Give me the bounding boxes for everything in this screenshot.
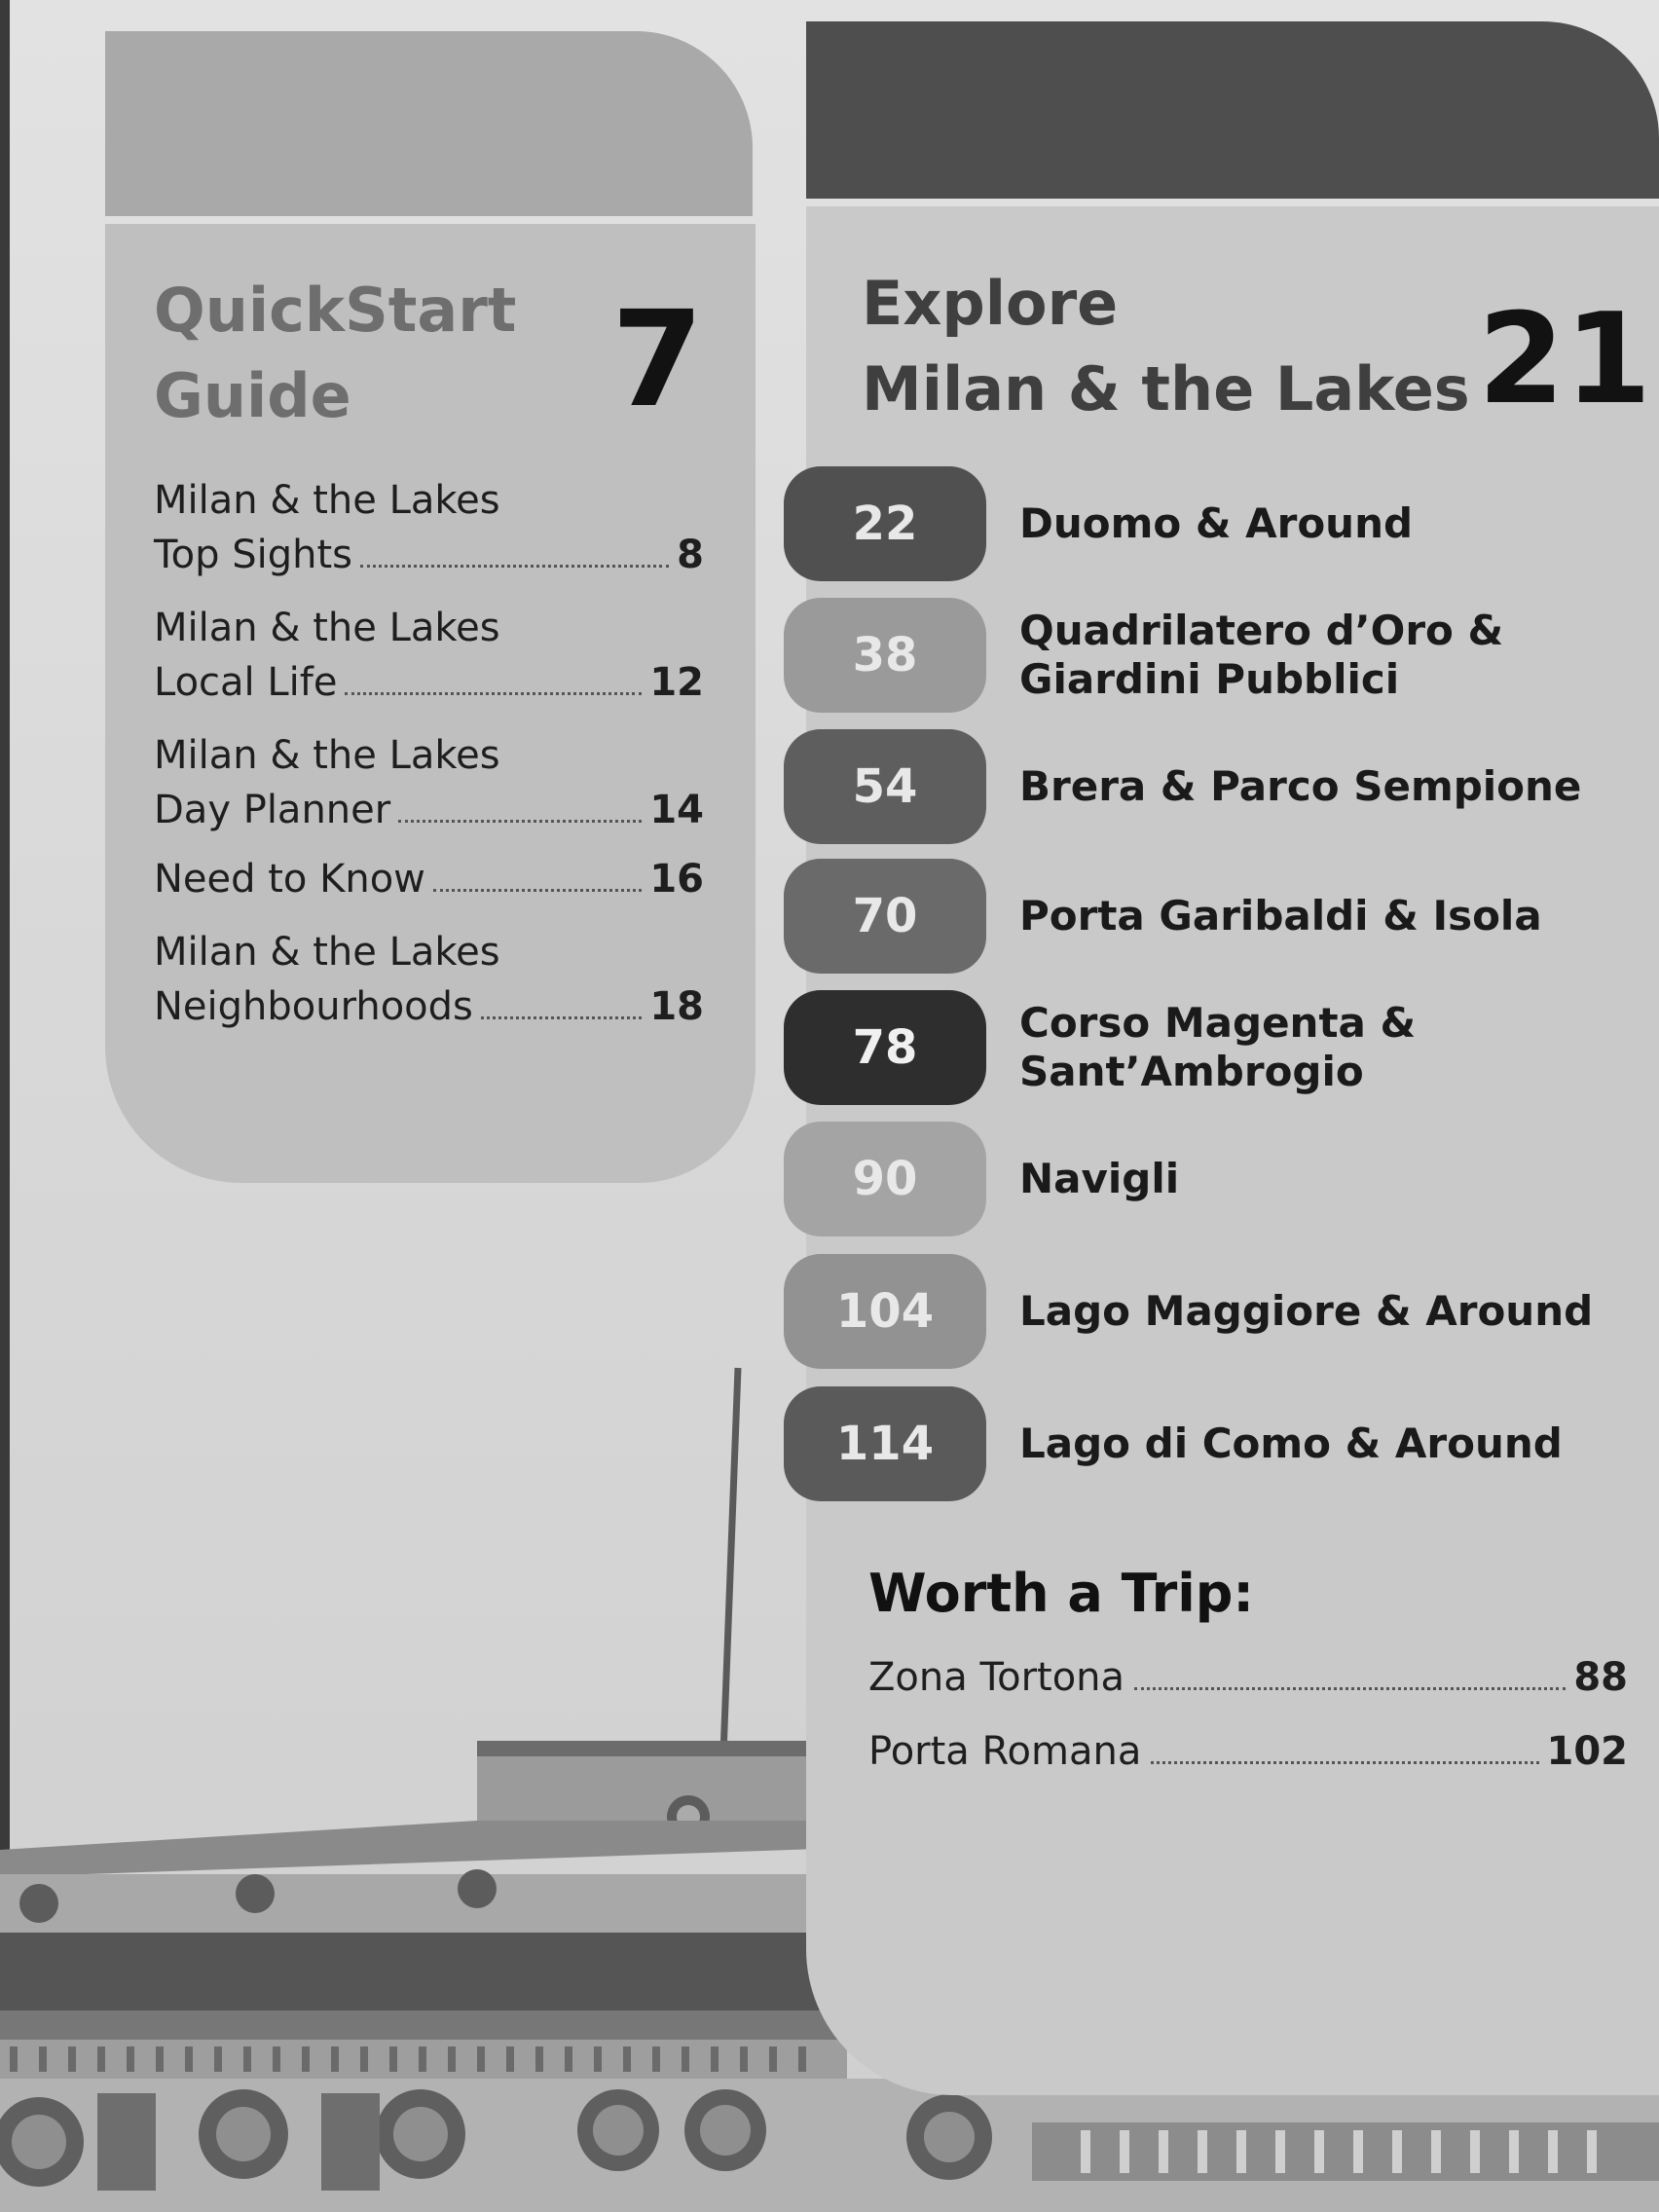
dot-leader [398, 820, 642, 823]
chapter-page-pill: 54 [784, 729, 986, 844]
chapter-name: Brera & Parco Sempione [1019, 762, 1582, 810]
explore-header-tab [806, 21, 1659, 199]
explore-page-number: 21 [1478, 287, 1652, 432]
chapter-name: Navigli [1019, 1155, 1180, 1202]
dot-leader [1134, 1687, 1566, 1690]
toc-entry-page: 12 [649, 660, 704, 705]
worth-a-trip-heading: Worth a Trip: [868, 1563, 1254, 1624]
explore-title [862, 261, 1485, 432]
chapter-page-pill: 70 [784, 859, 986, 974]
explore-title-line1: Explore [862, 268, 1119, 339]
chapter-lago-di-como[interactable] [784, 1386, 1641, 1501]
chapter-page-pill: 90 [784, 1122, 986, 1236]
explore-title-line2: Milan & the Lakes [862, 353, 1470, 424]
toc-entry-need-to-know[interactable] [154, 852, 704, 906]
toc-entry-line1: Milan & the Lakes [154, 606, 500, 650]
toc-entry-label: Neighbourhoods [154, 984, 473, 1029]
worth-a-trip-zona-tortona[interactable] [868, 1650, 1628, 1705]
toc-entry-label: Top Sights [154, 533, 352, 577]
chapter-brera[interactable] [784, 729, 1641, 844]
trip-name: Zona Tortona [868, 1655, 1125, 1700]
chapter-page-pill: 22 [784, 466, 986, 581]
toc-entry-page: 18 [649, 984, 704, 1029]
chapter-lago-maggiore[interactable] [784, 1254, 1641, 1369]
chapter-name: Quadrilatero d’Oro & Giardini Pubblici [1019, 607, 1504, 703]
toc-entry-label: Day Planner [154, 788, 391, 832]
quickstart-header-tab [105, 31, 753, 216]
toc-entry-label: Need to Know [154, 857, 425, 902]
chapter-name: Corso Magenta & Sant’Ambrogio [1019, 999, 1417, 1095]
dot-leader [360, 565, 669, 568]
toc-entry-label: Local Life [154, 660, 338, 705]
toc-entry-page: 14 [649, 788, 704, 832]
toc-entry-line1: Milan & the Lakes [154, 930, 500, 975]
toc-entry-page: 16 [649, 857, 704, 902]
toc-entry-day-planner[interactable] [154, 728, 704, 837]
trip-page: 102 [1546, 1729, 1628, 1774]
chapter-quadrilatero[interactable] [784, 598, 1641, 713]
toc-entry-line1: Milan & the Lakes [154, 478, 500, 523]
chapter-name: Porta Garibaldi & Isola [1019, 892, 1542, 940]
quickstart-page-number: 7 [611, 283, 704, 437]
toc-entry-top-sights[interactable] [154, 473, 704, 582]
worth-a-trip-porta-romana[interactable] [868, 1724, 1628, 1779]
chapter-name: Lago Maggiore & Around [1019, 1287, 1594, 1335]
chapter-name: Lago di Como & Around [1019, 1419, 1563, 1467]
chapter-duomo[interactable] [784, 466, 1641, 581]
chapter-page-pill: 114 [784, 1386, 986, 1501]
trip-page: 88 [1573, 1655, 1628, 1700]
chapter-corso-magenta[interactable] [784, 990, 1641, 1105]
dot-leader [1151, 1761, 1538, 1764]
dot-leader [345, 692, 642, 695]
chapter-porta-garibaldi[interactable] [784, 859, 1641, 974]
toc-entry-neighbourhoods[interactable] [154, 925, 704, 1034]
chapter-name: Duomo & Around [1019, 499, 1414, 547]
chapter-page-pill: 104 [784, 1254, 986, 1369]
trip-name: Porta Romana [868, 1729, 1142, 1774]
chapter-page-pill: 78 [784, 990, 986, 1105]
chapter-page-pill: 38 [784, 598, 986, 713]
toc-entry-page: 8 [677, 533, 704, 577]
dot-leader [481, 1016, 642, 1019]
toc-entry-local-life[interactable] [154, 601, 704, 710]
toc-entry-line1: Milan & the Lakes [154, 733, 500, 778]
chapter-navigli[interactable] [784, 1122, 1641, 1236]
dot-leader [433, 889, 642, 892]
quickstart-title: QuickStart Guide [154, 275, 517, 431]
